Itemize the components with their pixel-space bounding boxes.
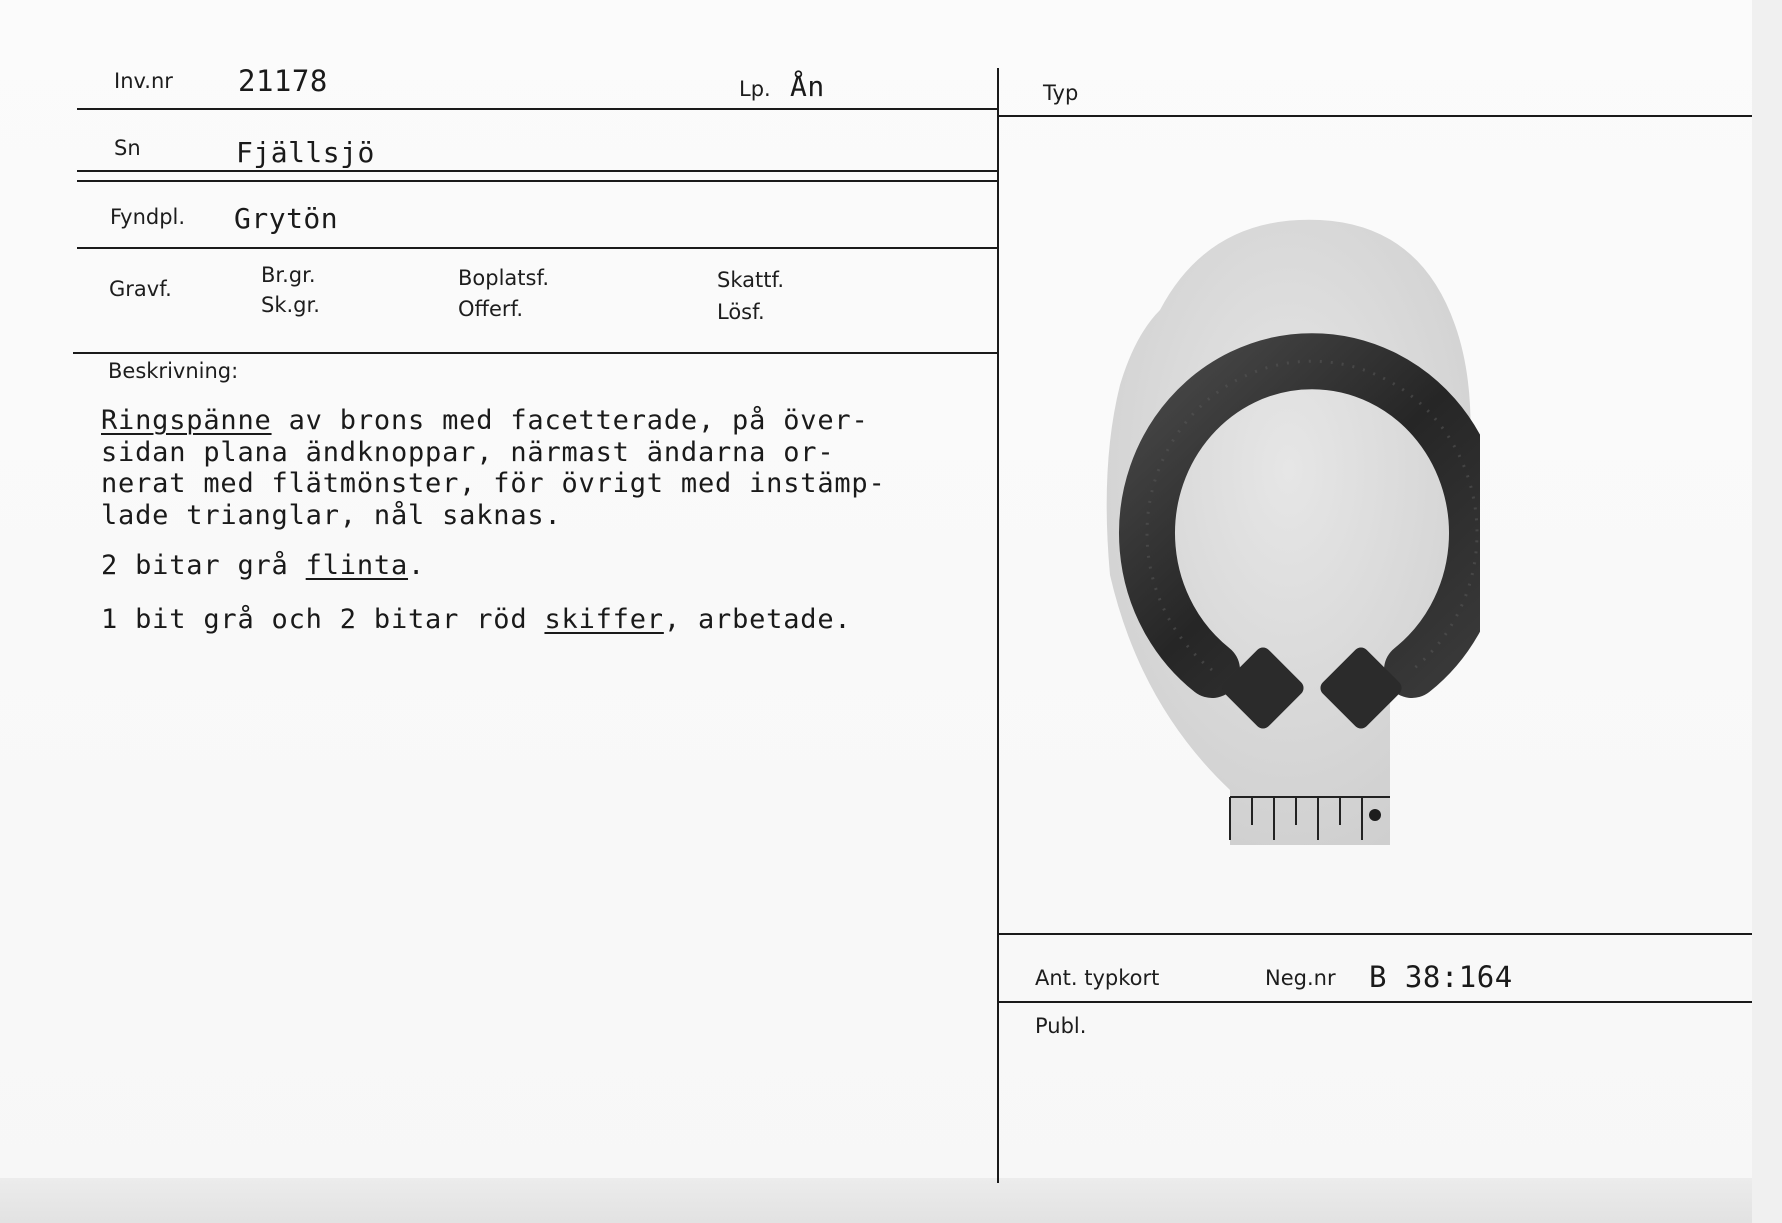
column-divider: [997, 68, 999, 1183]
description-line-1: Ringspänne av brons med facetterade, på över-: [101, 405, 869, 436]
scan-right-margin: [1752, 0, 1782, 1223]
keyword-flinta: flinta: [305, 550, 409, 581]
offerf-label: Offerf.: [458, 297, 524, 321]
rule-ant-bottom: [997, 1001, 1752, 1003]
neg-nr-label: Neg.nr: [1265, 966, 1336, 990]
rule-sn-2: [77, 180, 997, 182]
gravf-label: Gravf.: [109, 277, 172, 301]
rule-typ: [999, 115, 1752, 117]
rule-inv: [77, 108, 997, 110]
boplatsf-label: Boplatsf.: [458, 266, 550, 290]
description-line-2: sidan plana ändknoppar, närmast ändarna or-: [101, 436, 835, 468]
ant-typkort-label: Ant. typkort: [1035, 966, 1160, 990]
inv-nr-value: 21178: [238, 64, 328, 98]
publ-label: Publ.: [1035, 1014, 1087, 1038]
skattf-label: Skattf.: [717, 268, 784, 292]
rule-gravf: [73, 352, 997, 354]
description-line-4: lade trianglar, nål saknas.: [101, 499, 562, 531]
beskrivning-label: Beskrivning:: [108, 359, 239, 383]
description-flinta: 2 bitar grå flinta.: [101, 550, 426, 581]
scan-bottom-margin: [0, 1178, 1782, 1223]
fyndpl-value: Grytön: [234, 202, 339, 235]
brgr-label: Br.gr.: [261, 263, 316, 287]
inv-nr-label: Inv.nr: [114, 69, 173, 93]
rule-ant-top: [997, 933, 1752, 935]
neg-nr-value: B 38:164: [1369, 960, 1513, 994]
description-line-3: nerat med flätmönster, för övrigt med instämp-: [101, 468, 886, 499]
sn-value: Fjällsjö: [236, 136, 375, 169]
artifact-photo: [1100, 215, 1480, 855]
rule-fyndpl: [77, 247, 997, 249]
losf-label: Lösf.: [717, 300, 765, 324]
fyndpl-label: Fyndpl.: [110, 205, 186, 229]
rule-sn: [77, 170, 997, 172]
keyword-ringspanne: Ringspänne: [101, 405, 272, 436]
lp-value: Ån: [790, 70, 825, 103]
description-text: [101, 405, 971, 635]
lp-label: Lp.: [739, 77, 771, 101]
description-skiffer: 1 bit grå och 2 bitar röd skiffer, arbetade.: [101, 603, 852, 635]
keyword-skiffer: skiffer: [544, 603, 664, 635]
skgr-label: Sk.gr.: [261, 293, 320, 317]
typ-label: Typ: [1043, 81, 1079, 105]
sn-label: Sn: [114, 136, 141, 160]
